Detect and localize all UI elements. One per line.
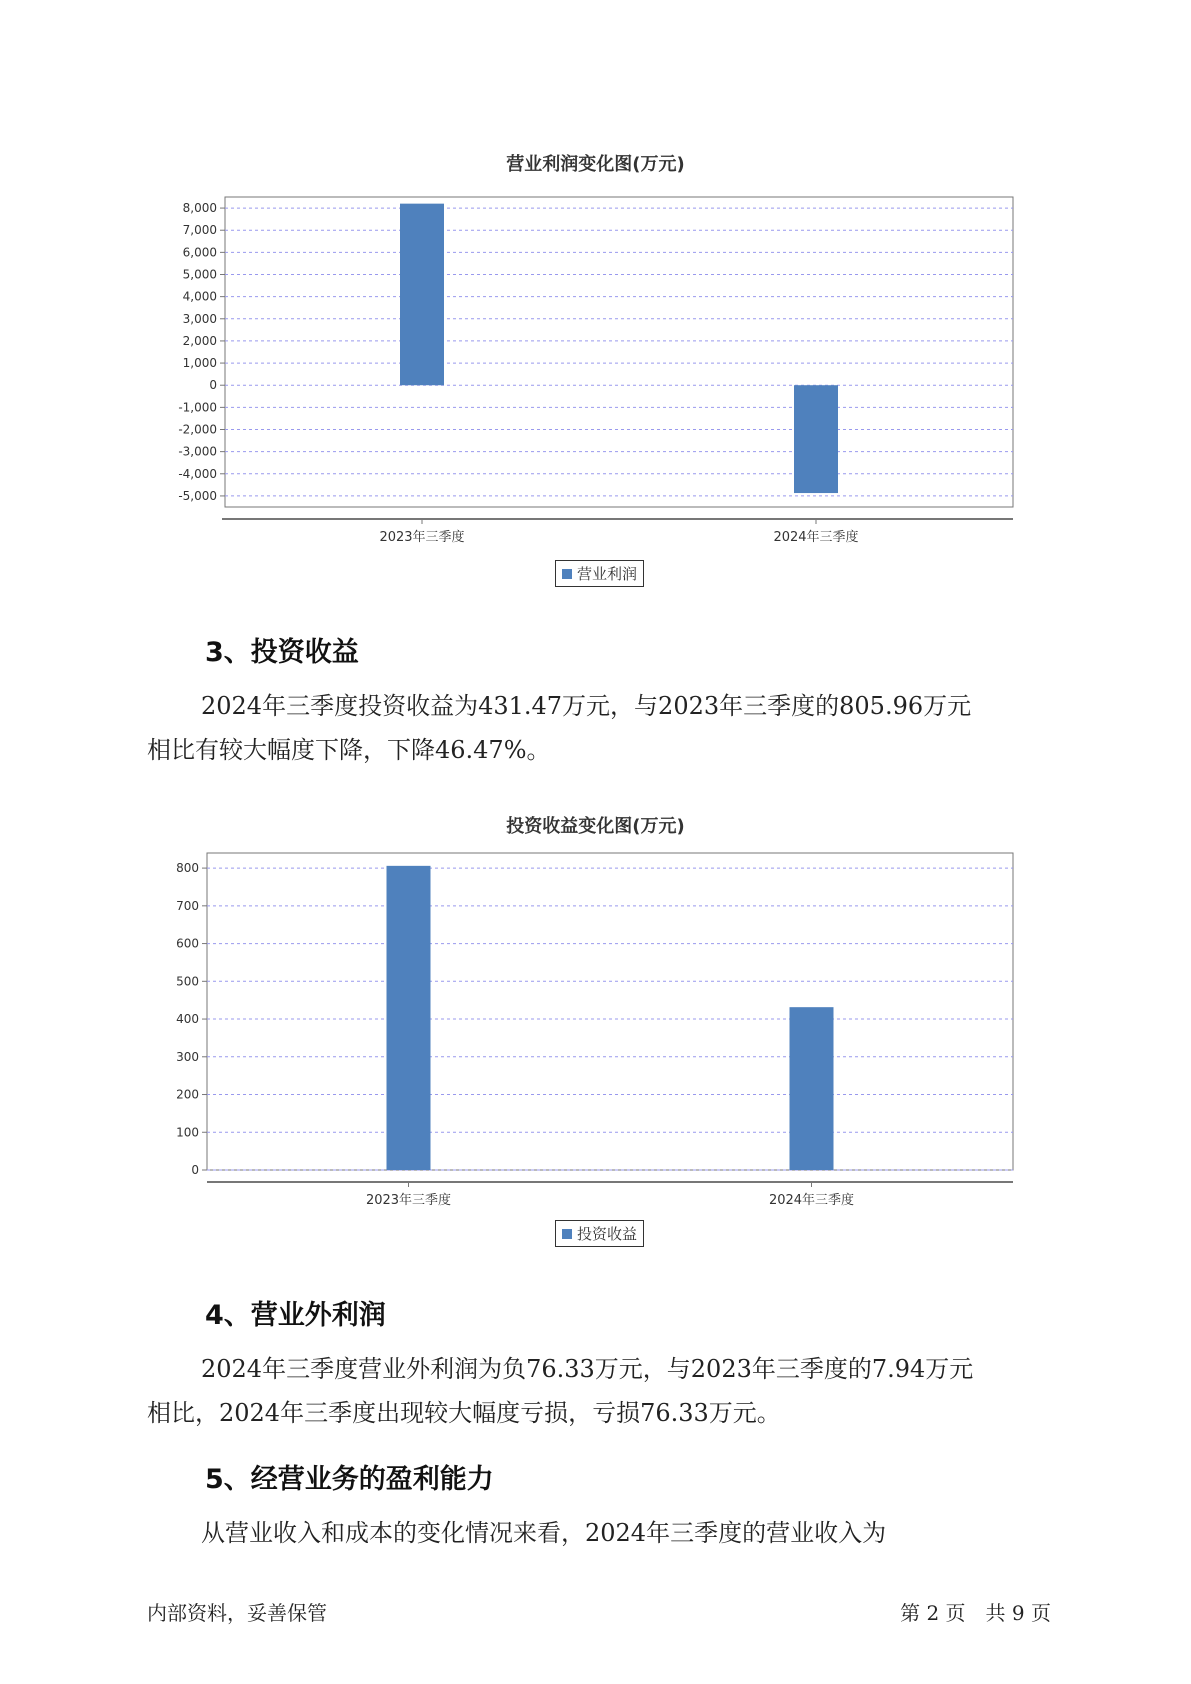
y-tick-label: -1,000 xyxy=(178,400,217,415)
y-tick-label: 600 xyxy=(176,936,199,951)
y-tick-label: -2,000 xyxy=(178,422,217,437)
category-label: 2024年三季度 xyxy=(773,530,859,545)
y-tick-label: -4,000 xyxy=(178,466,217,481)
paragraph-line: 2024年三季度营业外利润为负76.33万元，与2023年三季度的7.94万元 xyxy=(201,1355,974,1383)
section5-heading: 5、经营业务的盈利能力 xyxy=(205,1464,494,1495)
footer-confidential-note: 内部资料，妥善保管 xyxy=(147,1601,327,1625)
chart2-legend-label: 投资收益 xyxy=(577,1225,638,1243)
paragraph-line: 2024年三季度投资收益为431.47万元，与2023年三季度的805.96万元 xyxy=(201,692,972,720)
chart2-legend xyxy=(555,1220,644,1247)
y-tick-label: 0 xyxy=(191,1163,199,1177)
y-tick-label: 3,000 xyxy=(182,311,217,326)
y-tick-label: 400 xyxy=(176,1012,199,1027)
y-tick-label: 300 xyxy=(176,1049,199,1064)
section3-heading: 3、投资收益 xyxy=(205,637,359,668)
paragraph-line: 相比，2024年三季度出现较大幅度亏损，亏损76.33万元。 xyxy=(147,1399,781,1427)
bar xyxy=(790,1007,834,1170)
section4-heading: 4、营业外利润 xyxy=(205,1300,386,1331)
category-label: 2023年三季度 xyxy=(365,1193,452,1208)
y-tick-label: 0 xyxy=(209,378,217,393)
y-tick-label: 100 xyxy=(176,1125,199,1140)
y-tick-label: 500 xyxy=(176,974,199,989)
y-tick-label: 700 xyxy=(176,898,199,913)
bar xyxy=(387,866,431,1170)
y-tick-label: 2,000 xyxy=(182,333,217,348)
paragraph-line: 相比有较大幅度下降，下降46.47%。 xyxy=(147,736,551,764)
section5-paragraph xyxy=(147,1511,1052,1555)
y-tick-label: 800 xyxy=(176,861,199,876)
y-tick-label: 200 xyxy=(176,1087,199,1102)
chart1-legend-label: 营业利润 xyxy=(577,565,638,583)
footer-page-number: 第 2 页 共 9 页 xyxy=(900,1601,1051,1625)
legend-swatch xyxy=(562,1229,572,1239)
chart1-title: 营业利润变化图(万元) xyxy=(506,154,685,175)
y-tick-label: 7,000 xyxy=(182,223,217,238)
chart2-title: 投资收益变化图(万元) xyxy=(506,816,685,837)
y-tick-label: -5,000 xyxy=(178,488,217,503)
plot-area xyxy=(207,853,1013,1170)
category-label: 2024年三季度 xyxy=(768,1193,855,1208)
category-label: 2023年三季度 xyxy=(379,530,465,545)
y-tick-label: 1,000 xyxy=(182,356,217,371)
y-tick-label: 8,000 xyxy=(182,201,217,216)
section4-paragraph xyxy=(147,1347,1052,1435)
paragraph-line: 从营业收入和成本的变化情况来看，2024年三季度的营业收入为 xyxy=(201,1519,887,1547)
y-tick-label: 6,000 xyxy=(182,245,217,260)
y-tick-label: 5,000 xyxy=(182,267,217,282)
y-tick-label: 4,000 xyxy=(182,289,217,304)
y-tick-label: -3,000 xyxy=(178,444,217,459)
